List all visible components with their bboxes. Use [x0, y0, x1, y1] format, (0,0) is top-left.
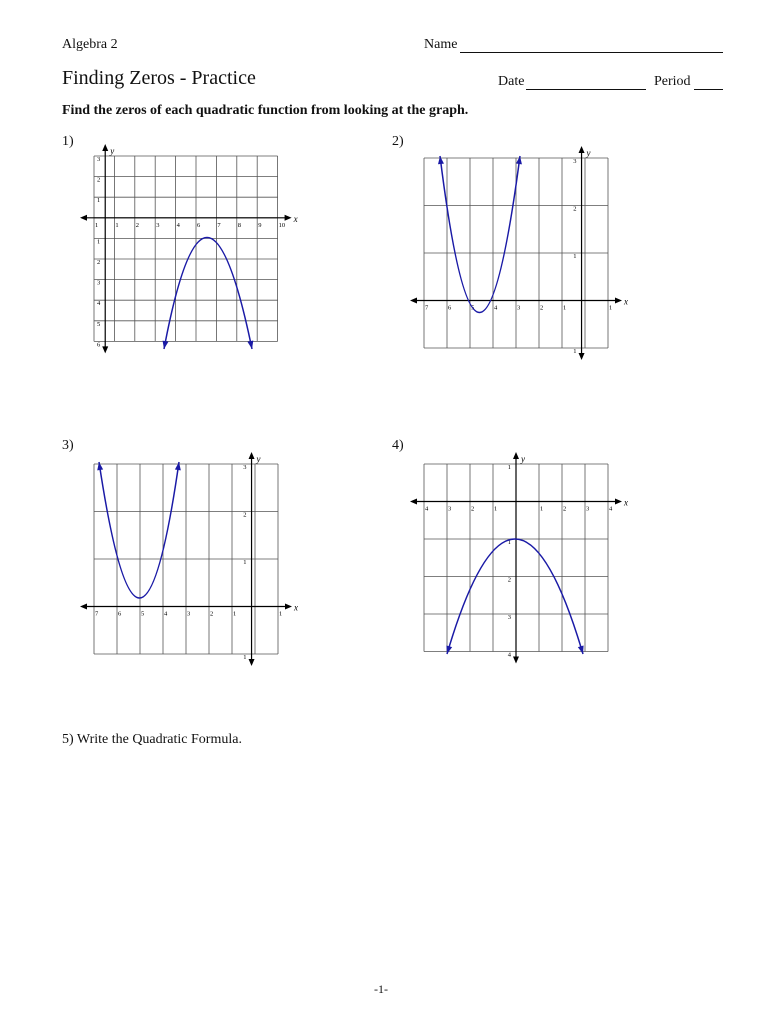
question-5: 5) Write the Quadratic Formula. — [62, 732, 242, 747]
axis-arrowhead — [285, 215, 292, 221]
axis-arrowhead — [249, 452, 255, 459]
x-tick-label: 2 — [540, 304, 544, 312]
x-tick-label: 9 — [258, 221, 262, 229]
x-tick-label: 7 — [425, 304, 429, 312]
axis-arrowhead — [615, 298, 622, 304]
curve-arrowhead — [516, 156, 522, 164]
problem-4-number: 4) — [392, 438, 404, 453]
parabola-curve — [164, 238, 252, 350]
x-tick-label: 2 — [563, 505, 567, 513]
x-axis-label: x — [624, 497, 628, 508]
y-tick-label: 1 — [573, 348, 577, 355]
y-tick-label: 1 — [96, 238, 101, 246]
y-tick-label: 3 — [243, 464, 247, 471]
x-tick-label: 3 — [448, 505, 452, 513]
x-tick-label: 2 — [135, 221, 140, 229]
axes — [410, 452, 622, 664]
axis-arrowhead — [579, 146, 585, 153]
axis-arrowhead — [80, 215, 87, 221]
axes — [80, 144, 292, 353]
x-tick-label: 1 — [609, 304, 613, 312]
page-number: -1- — [374, 982, 388, 996]
curve-arrowhead — [578, 645, 584, 654]
x-tick-label: 6 — [197, 221, 201, 229]
parabola-curve — [440, 156, 520, 313]
x-tick-label: 6 — [448, 304, 452, 312]
x-tick-label: 3 — [517, 304, 521, 312]
curve-arrowhead — [446, 645, 452, 654]
y-tick-label: 1 — [573, 253, 577, 260]
x-tick-label: 1 — [540, 505, 544, 513]
y-axis-label: y — [256, 454, 261, 464]
axis-arrowhead — [410, 499, 417, 505]
y-axis-label: y — [586, 148, 591, 158]
axis-arrowhead — [410, 298, 417, 304]
y-tick-label: 2 — [96, 176, 101, 184]
axis-arrowhead — [102, 346, 108, 353]
x-tick-label: 2 — [210, 610, 214, 618]
y-tick-label: 4 — [96, 300, 101, 308]
curve-arrowhead — [175, 462, 181, 470]
x-tick-label: 4 — [494, 304, 498, 312]
problem-3-graph — [82, 448, 298, 668]
tick-labels — [95, 454, 298, 661]
curve-arrowhead — [438, 156, 444, 164]
x-tick-label: 1 — [279, 610, 283, 618]
x-tick-label: 4 — [164, 610, 168, 618]
x-tick-label: 4 — [609, 505, 613, 513]
parabola-curve — [99, 462, 179, 598]
x-axis-label: x — [293, 213, 298, 224]
x-tick-label: 5 — [471, 304, 475, 312]
y-tick-label: 2 — [573, 205, 577, 213]
name-blank-line[interactable] — [460, 52, 723, 53]
axis-arrowhead — [615, 499, 622, 505]
y-tick-label: 3 — [573, 158, 577, 165]
x-tick-label: 8 — [237, 221, 242, 229]
y-axis-label: y — [521, 454, 525, 464]
worksheet-title: Finding Zeros - Practice — [62, 67, 256, 89]
x-axis-label: x — [624, 296, 628, 307]
y-tick-label: 2 — [243, 511, 247, 519]
curve-arrows — [163, 341, 254, 349]
period-blank-line[interactable] — [694, 89, 723, 90]
axis-arrowhead — [80, 604, 87, 610]
x-tick-label: 3 — [586, 505, 590, 513]
y-tick-label: 5 — [96, 320, 101, 328]
y-tick-label: 1 — [243, 559, 247, 566]
y-tick-label: 1 — [507, 539, 511, 546]
y-tick-label: 3 — [96, 156, 101, 163]
curve-arrows — [438, 156, 522, 164]
y-tick-label: 1 — [507, 464, 511, 471]
x-tick-label: 7 — [217, 221, 221, 229]
curve-arrows — [446, 645, 583, 654]
problem-2-graph — [412, 144, 628, 364]
problem-3-number: 3) — [62, 438, 74, 453]
y-tick-label: 3 — [507, 614, 511, 621]
x-tick-label: 1 — [115, 221, 119, 229]
y-tick-label: 1 — [96, 197, 101, 205]
x-tick-label: 1 — [563, 304, 567, 312]
curve-arrowhead — [97, 462, 103, 470]
problem-1-graph — [82, 144, 298, 364]
axis-arrowhead — [579, 353, 585, 360]
x-tick-label: 7 — [95, 610, 99, 618]
parabola-curve — [447, 539, 583, 654]
y-tick-label: 2 — [507, 576, 511, 584]
problem-2-number: 2) — [392, 134, 404, 149]
y-tick-label: 6 — [96, 341, 101, 349]
x-tick-label: 4 — [425, 505, 429, 513]
x-tick-label: 3 — [156, 221, 160, 229]
axis-arrowhead — [513, 452, 519, 459]
curve-arrows — [97, 462, 181, 470]
course-name: Algebra 2 — [62, 37, 118, 52]
period-label: Period — [654, 74, 691, 89]
tick-labels — [425, 148, 628, 355]
curve-arrowhead — [163, 341, 169, 349]
x-tick-label: 4 — [176, 221, 180, 229]
x-tick-label: 3 — [187, 610, 191, 618]
x-tick-label: 2 — [471, 505, 475, 513]
axis-arrowhead — [513, 657, 519, 664]
y-tick-label: 2 — [96, 259, 101, 266]
grid — [94, 464, 278, 654]
grid — [94, 156, 278, 341]
date-blank-line[interactable] — [526, 89, 646, 90]
x-tick-label: 6 — [118, 610, 122, 618]
x-axis-label: x — [294, 602, 298, 613]
name-label: Name — [424, 37, 458, 52]
x-tick-label: 10 — [278, 221, 286, 229]
y-tick-label: 4 — [507, 651, 511, 659]
x-tick-label: 5 — [141, 610, 145, 618]
problem-1-number: 1) — [62, 134, 74, 149]
y-tick-label: 3 — [96, 279, 101, 287]
problem-4-graph — [412, 448, 628, 668]
date-label: Date — [498, 74, 525, 89]
axis-arrowhead — [285, 604, 292, 610]
y-tick-label: 1 — [243, 654, 247, 661]
y-axis-label: y — [110, 146, 115, 156]
axis-arrowhead — [102, 144, 108, 151]
x-tick-label: 1 — [494, 505, 498, 513]
axis-arrowhead — [249, 659, 255, 666]
x-tick-label: 1 — [95, 221, 99, 229]
instructions: Find the zeros of each quadratic function from looking at the graph. — [62, 103, 469, 118]
x-tick-label: 1 — [233, 610, 237, 618]
